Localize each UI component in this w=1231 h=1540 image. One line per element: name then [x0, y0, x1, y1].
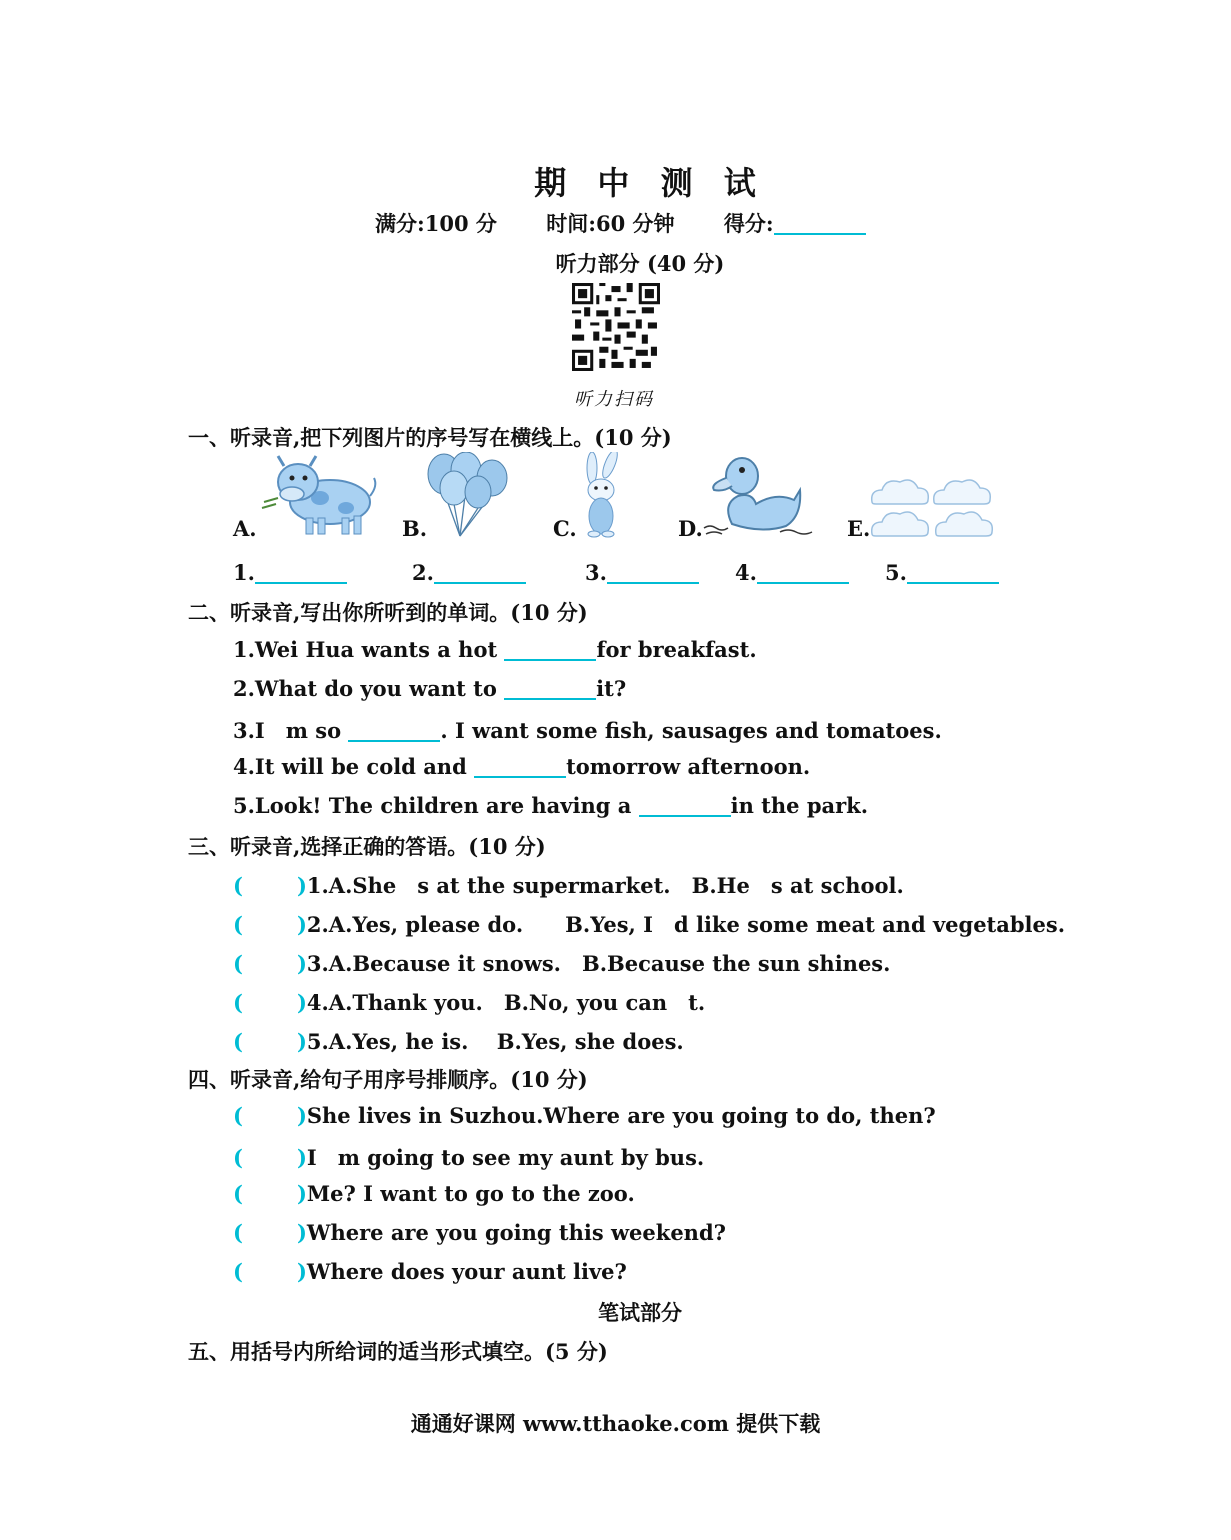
section-1-heading: 一、听录音,把下列图片的序号写在横线上。(10 分): [188, 425, 672, 450]
answer-blank[interactable]: [474, 758, 566, 778]
picture-label-b: B.: [402, 516, 428, 541]
choice-item: [233, 948, 890, 978]
clouds-icon: [868, 474, 998, 538]
answer-paren-open[interactable]: (: [233, 912, 243, 937]
picture-label-d: D.: [678, 516, 703, 541]
answer-blank[interactable]: [255, 564, 347, 584]
score-blank[interactable]: [774, 215, 866, 235]
section-3-heading: 三、听录音,选择正确的答语。(10 分): [188, 834, 546, 859]
item-text: 3.I m so: [233, 718, 349, 743]
item-text: Where does your aunt live?: [306, 1259, 627, 1284]
fill-blank-item: [233, 715, 942, 745]
answer-paren-open[interactable]: (: [233, 1259, 243, 1284]
answer-blank[interactable]: [639, 797, 731, 817]
answer-blank[interactable]: [607, 564, 699, 584]
item-text: tomorrow afternoon.: [566, 754, 811, 779]
answer-paren-close[interactable]: ): [296, 1145, 307, 1170]
answer-slot-3: [585, 560, 699, 585]
section-4-heading: 四、听录音,给句子用序号排顺序。(10 分): [188, 1067, 588, 1092]
listening-part-heading: 听力部分 (40 分): [555, 251, 725, 276]
fill-blank-item: [233, 754, 810, 779]
answer-paren-open[interactable]: (: [233, 1220, 243, 1245]
item-text: 5.Look! The children are having a: [233, 793, 639, 818]
answer-paren-close[interactable]: ): [296, 1181, 307, 1206]
section-2-heading: 二、听录音,写出你所听到的单词。(10 分): [188, 600, 588, 625]
exam-meta: [375, 208, 908, 238]
item-text: 1.Wei Hua wants a hot: [233, 637, 505, 662]
qr-caption: 听力扫码: [574, 389, 654, 410]
item-text: Where are you going this weekend?: [306, 1220, 726, 1245]
answer-slot-4: [735, 560, 849, 585]
order-item: [233, 1259, 627, 1284]
full-score: 满分:100 分: [375, 211, 497, 236]
answer-paren-close[interactable]: ): [296, 951, 307, 976]
item-text: 2.What do you want to: [233, 676, 505, 701]
picture-label-e: E.: [847, 516, 871, 541]
answer-blank[interactable]: [434, 564, 526, 584]
answer-slot-2: [412, 560, 526, 585]
order-item: [233, 1142, 704, 1172]
answer-number: 1.: [233, 560, 255, 585]
answer-slot-1: [233, 560, 347, 585]
balloons-icon: [420, 452, 512, 538]
order-item: [233, 1103, 936, 1128]
answer-paren-close[interactable]: ): [296, 873, 307, 898]
footer-source: 通通好课网 www.tthaoke.com 提供下载: [410, 1411, 821, 1436]
answer-blank[interactable]: [348, 722, 440, 742]
answer-paren-close[interactable]: ): [296, 1259, 307, 1284]
answer-paren-open[interactable]: (: [233, 1103, 243, 1128]
score-label-text: 得分:: [723, 211, 774, 236]
fill-blank-item: [233, 637, 757, 662]
choice-item: [233, 987, 705, 1017]
cow-icon: [258, 452, 380, 538]
rabbit-icon: [574, 452, 634, 538]
qr-code-icon[interactable]: [572, 283, 660, 371]
duck-icon: [702, 448, 814, 538]
answer-paren-close[interactable]: ): [296, 1220, 307, 1245]
fill-blank-item: [233, 793, 868, 818]
answer-blank[interactable]: [907, 564, 999, 584]
item-text: 4.A.Thank you. B.No, you can t.: [306, 990, 706, 1015]
answer-paren-close[interactable]: ): [296, 1029, 307, 1054]
item-text: I m going to see my aunt by bus.: [306, 1145, 705, 1170]
answer-blank[interactable]: [504, 641, 596, 661]
choice-item: [233, 909, 1065, 939]
item-text: 4.It will be cold and: [233, 754, 475, 779]
written-part-heading: 笔试部分: [598, 1300, 682, 1325]
answer-paren-open[interactable]: (: [233, 1029, 243, 1054]
time-limit: 时间:60 分钟: [546, 211, 675, 236]
item-text: Me? I want to go to the zoo.: [306, 1181, 635, 1206]
answer-paren-close[interactable]: ): [296, 912, 307, 937]
item-text: 3.A.Because it snows. B.Because the sun shines.: [306, 951, 891, 976]
item-text: it?: [596, 676, 627, 701]
answer-paren-close[interactable]: ): [296, 1103, 307, 1128]
item-text: 5.A.Yes, he is. B.Yes, she does.: [306, 1029, 684, 1054]
answer-blank[interactable]: [757, 564, 849, 584]
item-text: in the park.: [730, 793, 869, 818]
page-title: 期 中 测 试: [534, 164, 766, 202]
picture-label-a: A.: [233, 516, 257, 541]
item-text: for breakfast.: [596, 637, 757, 662]
item-text: . I want some fish, sausages and tomatoes.: [440, 718, 942, 743]
answer-paren-open[interactable]: (: [233, 1145, 243, 1170]
order-item: [233, 1181, 635, 1206]
fill-blank-item: [233, 676, 626, 701]
choice-item: [233, 1026, 684, 1056]
answer-paren-open[interactable]: (: [233, 1181, 243, 1206]
answer-paren-close[interactable]: ): [296, 990, 307, 1015]
score-label: [724, 211, 908, 236]
item-text: 1.A.She s at the supermarket. B.He s at school.: [306, 873, 904, 898]
answer-number: 4.: [735, 560, 757, 585]
answer-blank[interactable]: [504, 680, 596, 700]
item-text: 2.A.Yes, please do. B.Yes, I d like some meat and vegetables.: [306, 912, 1066, 937]
picture-label-c: C.: [553, 516, 577, 541]
choice-item: [233, 870, 904, 900]
item-text: She lives in Suzhou.Where are you going to do, then?: [306, 1103, 936, 1128]
answer-paren-open[interactable]: (: [233, 873, 243, 898]
answer-paren-open[interactable]: (: [233, 990, 243, 1015]
answer-slot-5: [885, 560, 999, 585]
answer-number: 2.: [412, 560, 434, 585]
order-item: [233, 1220, 726, 1245]
section-5-heading: 五、用括号内所给词的适当形式填空。(5 分): [188, 1339, 608, 1364]
answer-number: 5.: [885, 560, 907, 585]
answer-number: 3.: [585, 560, 607, 585]
answer-paren-open[interactable]: (: [233, 951, 243, 976]
